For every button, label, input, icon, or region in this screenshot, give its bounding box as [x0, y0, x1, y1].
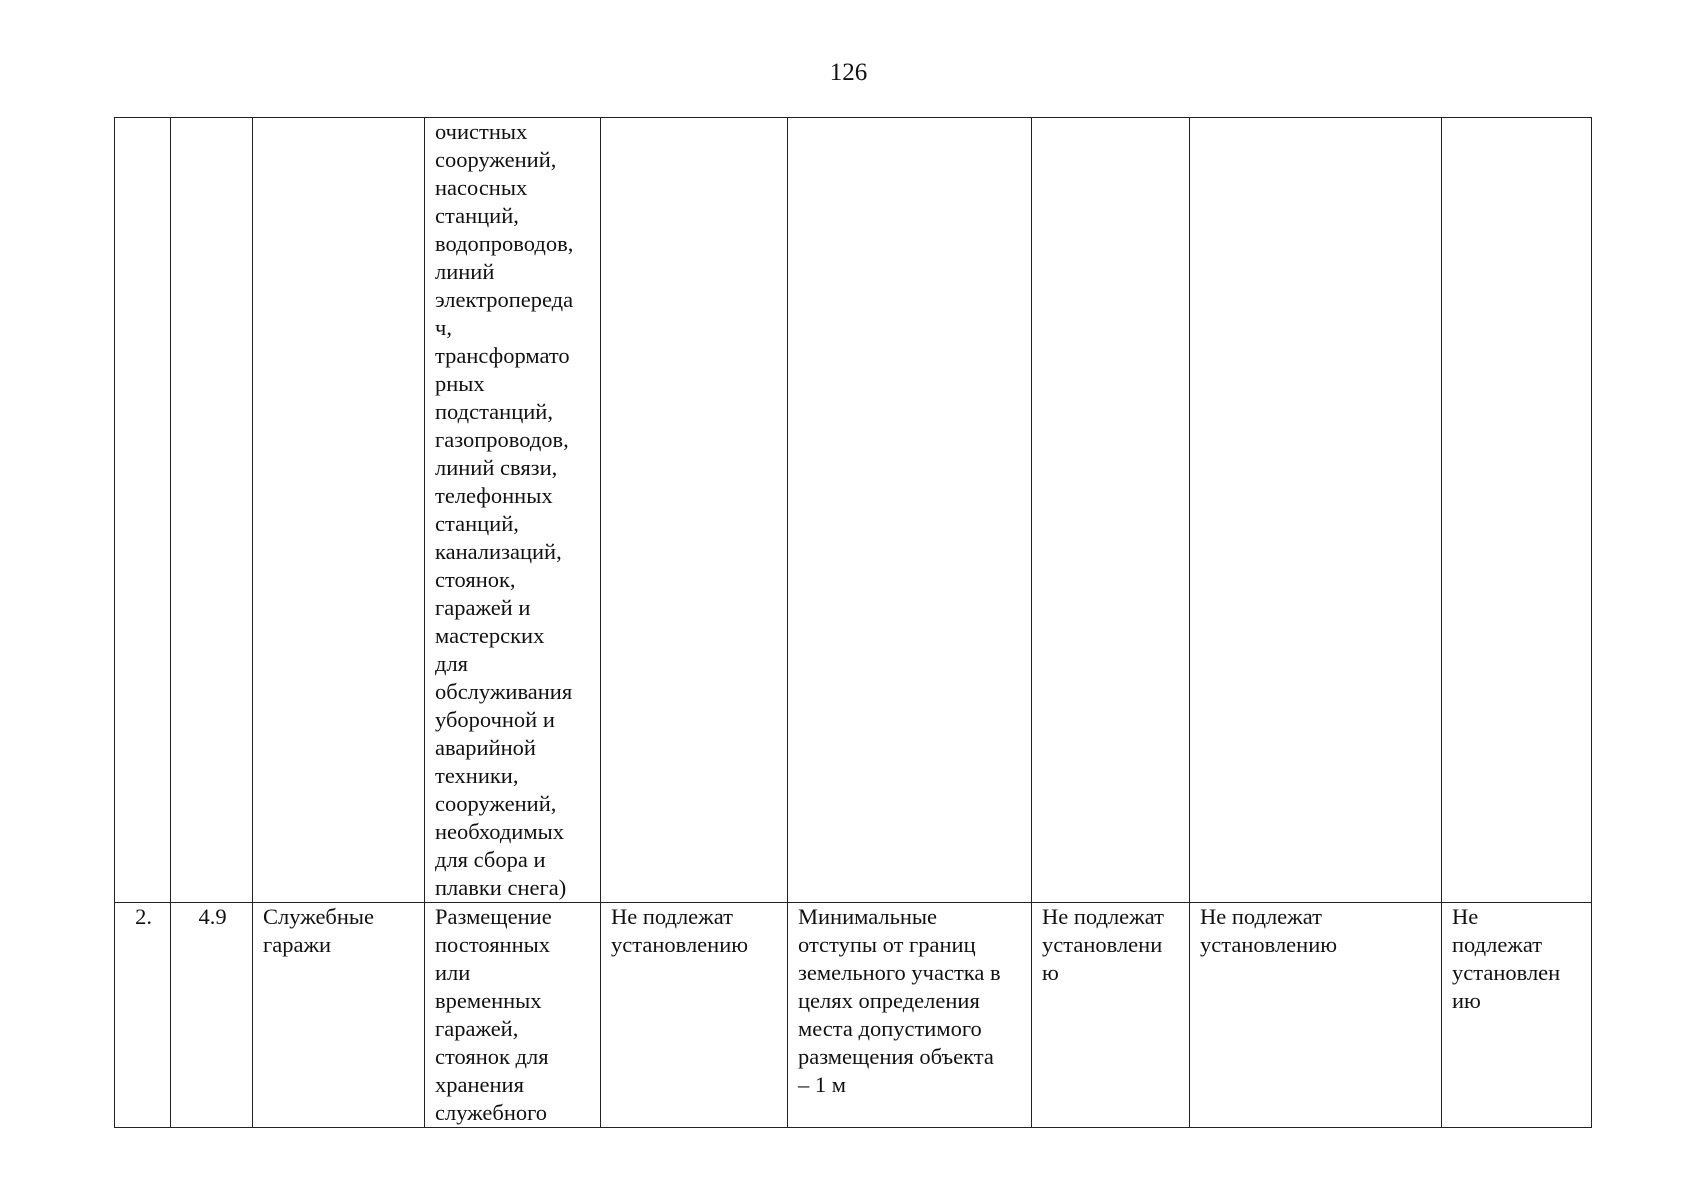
use-description-cell: Размещение постоянных или временных гаражей, стоянок для хранения служебного — [425, 903, 601, 1128]
parameter-cell: Не подлежат установлен ию — [1442, 903, 1592, 1128]
row-number-cell — [115, 118, 171, 903]
parameter-cell — [601, 118, 788, 903]
row-number-cell: 2. — [115, 903, 171, 1128]
parameter-cell: Не подлежат установлению — [1190, 903, 1442, 1128]
use-name-cell: Служебные гаражи — [253, 903, 425, 1128]
parameter-cell — [1442, 118, 1592, 903]
parameter-cell: Не подлежат установлению — [601, 903, 788, 1128]
page-number: 126 — [829, 59, 868, 86]
setback-cell — [788, 118, 1032, 903]
use-name-cell — [253, 118, 425, 903]
use-code-cell — [171, 118, 253, 903]
parameter-cell — [1032, 118, 1190, 903]
use-code-cell: 4.9 — [171, 903, 253, 1128]
setback-cell: Минимальные отступы от границ земельного участка в целях определения места допустимого размещения объекта – 1 м — [788, 903, 1032, 1128]
use-description-cell: очистных сооружений, насосных станций, водопроводов, линий электропереда ч, трансформато рных подстанций, газопроводов, линий связи, телефонных станций, канализаций, стоянок, гаражей и мастерских для обслуживания уборочной и аварийной техники, сооружений, необходимых для сбора и плавки снега) — [425, 118, 601, 903]
regulations-table — [114, 117, 1592, 1128]
parameter-cell: Не подлежат установлени ю — [1032, 903, 1190, 1128]
table-row — [115, 903, 1592, 1128]
table-row — [115, 118, 1592, 903]
parameter-cell — [1190, 118, 1442, 903]
